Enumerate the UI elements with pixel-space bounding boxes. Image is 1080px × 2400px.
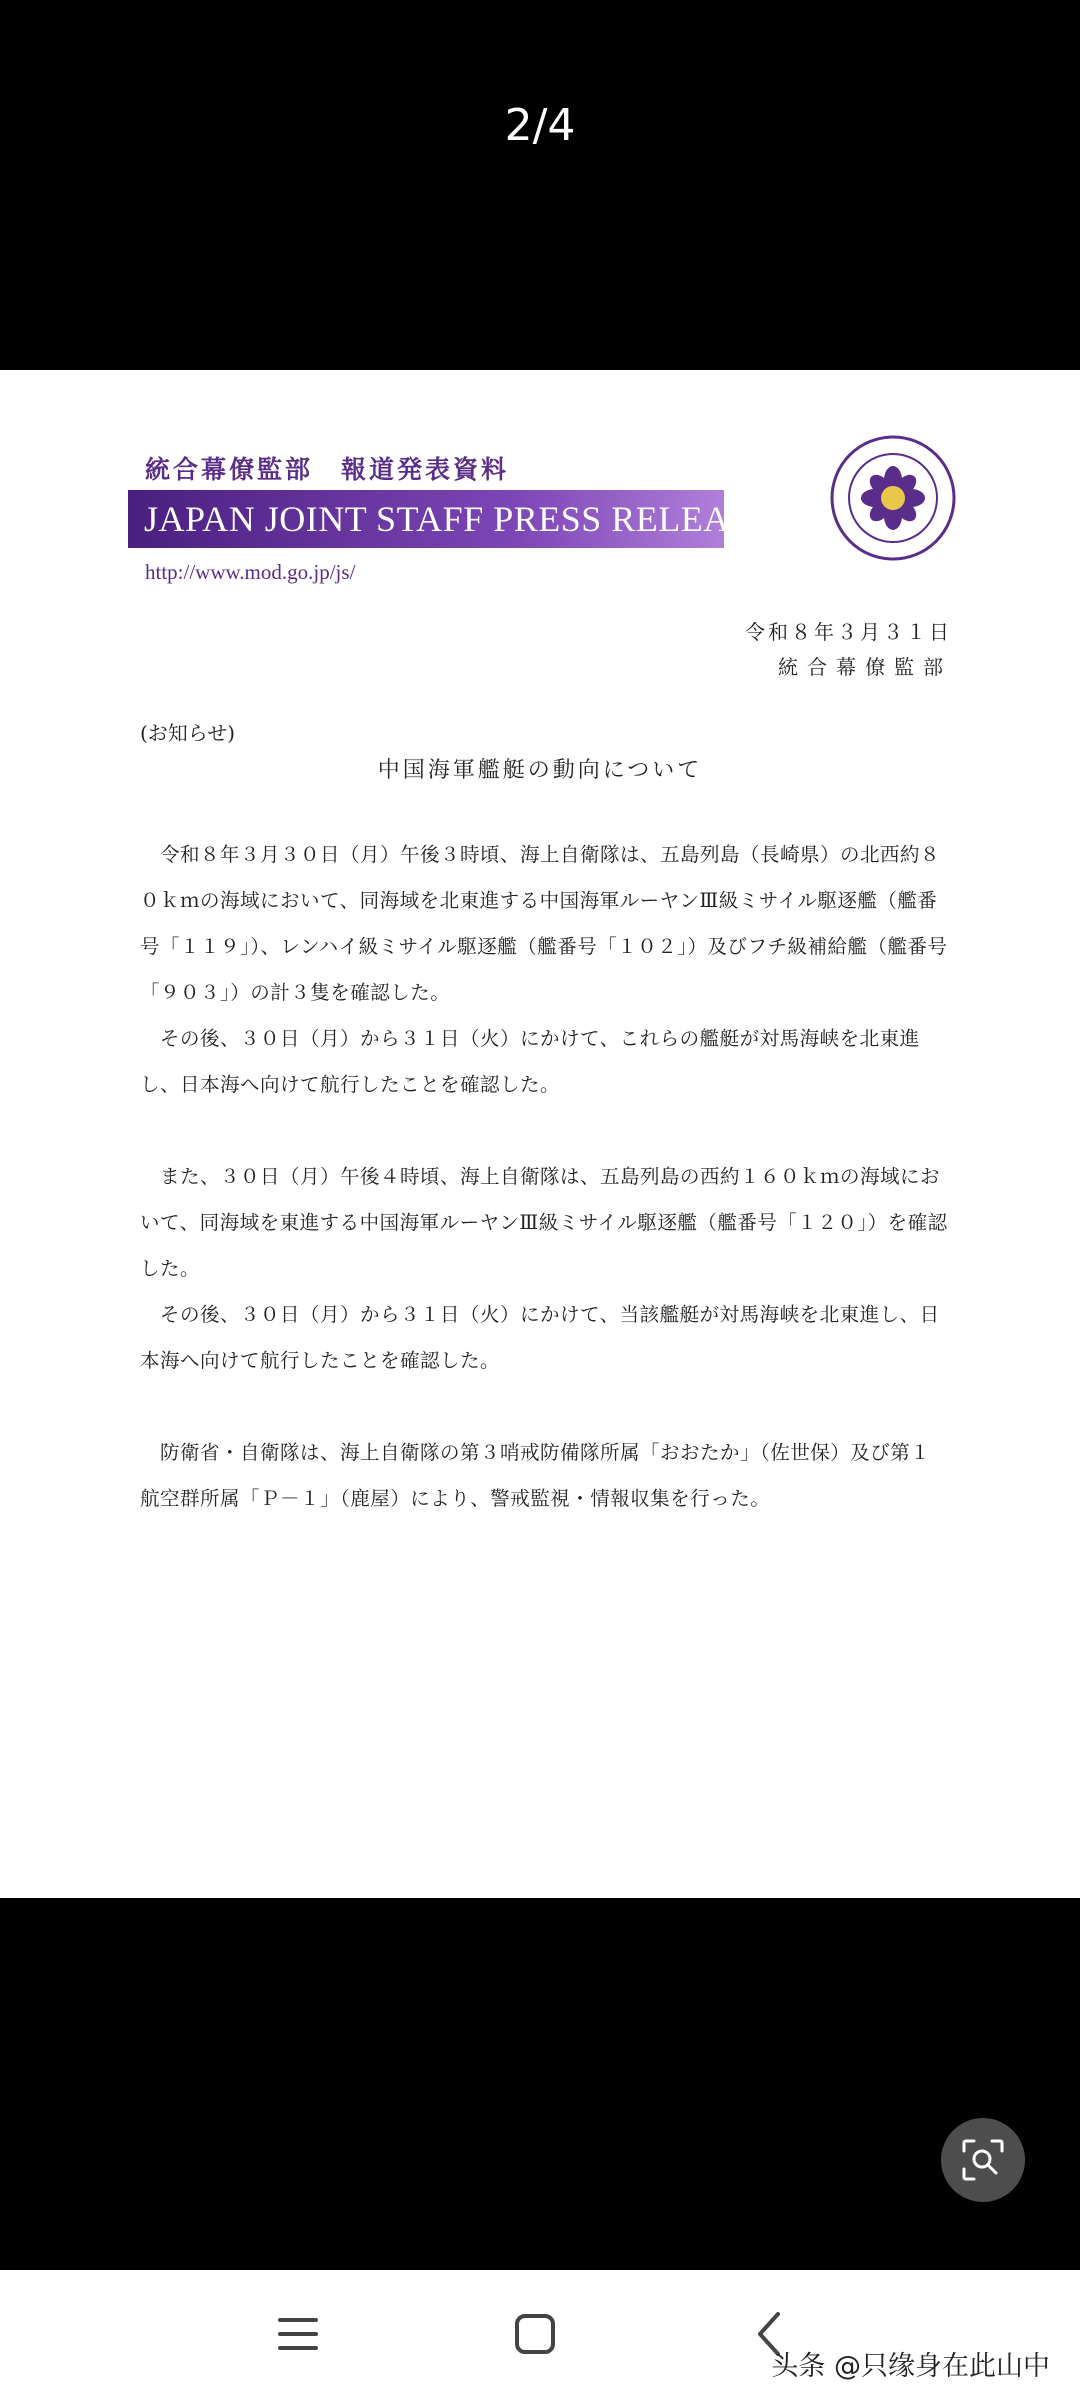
document-heading: 中国海軍艦艇の動向について [377, 758, 703, 783]
lens-icon [960, 2137, 1006, 2183]
system-navigation-bar [0, 2270, 1080, 2400]
home-button[interactable] [505, 2304, 565, 2364]
release-date: 令和８年３月３１日 [745, 620, 952, 644]
home-icon [513, 2312, 557, 2356]
document-page [0, 370, 1080, 1898]
department-name: 統合幕僚監部 [778, 655, 952, 679]
paragraph: また、３０日（月）午後４時頃、海上自衛隊は、五島列島の西約１６０ｋｍの海域において、同海域を東進する中国海軍ルーヤンⅢ級ミサイル駆逐艦（艦番号「１２０」）を確認した。 [140, 1165, 948, 1280]
paragraph: 令和８年３月３０日（月）午後３時頃、海上自衛隊は、五島列島（長崎県）の北西約８０ｋｍの海域において、同海域を北東進する中国海軍ルーヤンⅢ級ミサイル駆逐艦（艦番号「１１９」）、レンハイ級ミサイル駆逐艦（艦番号「１０２」）及びフチ級補給艦（艦番号「９０３」）の計３隻を確認した。 [140, 843, 948, 1004]
ministry-url[interactable]: http://www.mod.go.jp/js/ [145, 560, 356, 584]
paragraph: その後、３０日（月）から３１日（火）にかけて、これらの艦艇が対馬海峡を北東進し、日本海へ向けて航行したことを確認した。 [140, 1027, 920, 1096]
watermark: 头条 @只缘身在此山中 [771, 2351, 1050, 2382]
recent-apps-button[interactable] [268, 2304, 328, 2364]
org-title: 統合幕僚監部 報道発表資料 [145, 455, 510, 484]
joint-staff-seal-icon [830, 435, 956, 561]
paragraph: 防衛省・自衛隊は、海上自衛隊の第３哨戒防備隊所属「おおたか」（佐世保）及び第１航空群所属「Ｐ－１」（鹿屋）により、警戒監視・情報収集を行った。 [140, 1441, 931, 1510]
paragraph: その後、３０日（月）から３１日（火）にかけて、当該艦艇が対馬海峡を北東進し、日本海へ向けて航行したことを確認した。 [140, 1303, 940, 1372]
page-counter: 2/4 [504, 100, 576, 151]
menu-icon [276, 2314, 320, 2354]
document-body [140, 832, 950, 1522]
press-release-banner: JAPAN JOINT STAFF PRESS RELEASE [128, 490, 724, 548]
notice-label: (お知らせ) [140, 721, 236, 745]
lens-search-button[interactable] [941, 2118, 1025, 2202]
